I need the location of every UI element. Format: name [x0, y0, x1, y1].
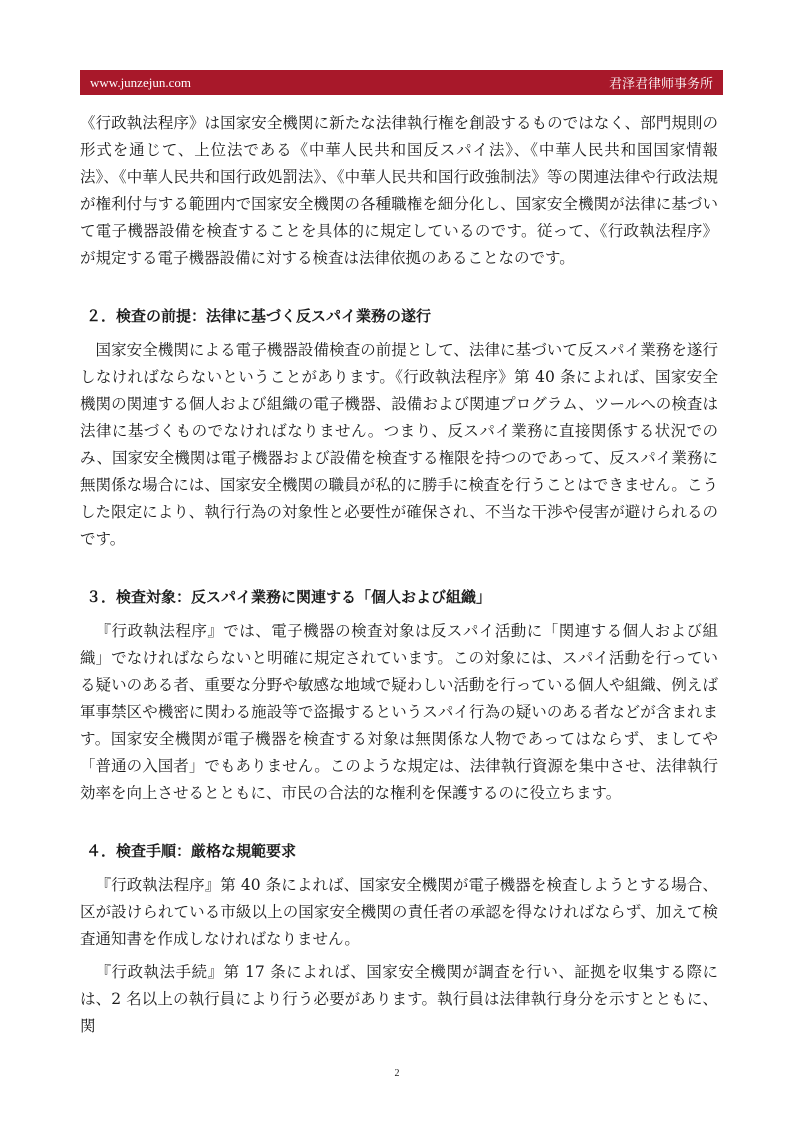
section-3-heading: ３．検査対象：反スパイ業務に関連する「個人および組織」: [86, 588, 492, 606]
page-number: 2: [394, 1068, 400, 1079]
header-firm-name: 君泽君律师事务所: [608, 77, 713, 92]
section-2-heading: ２．検査の前提：法律に基づく反スパイ業務の遂行: [86, 307, 432, 325]
document-body: [80, 110, 718, 1040]
section-2-paragraph: 国家安全機関による電子機器設備検査の前提として、法律に基づいて反スパイ業務を遂行しなければならないということがあります。《行政執法程序》第 40 条によれば、国家安全機関の関連する個人および組織の電子機器、設備および関連プログラム、ツールへの検査は法律に基づくものでなければなりません。つまり、反スパイ業務に直接関係する状況でのみ、国家安全機関は電子機器および設備を検査する権限を持つのであって、反スパイ業務に無関係な場合には、国家安全機関の職員が私的に勝手に検査を行うことはできません。こうした限定により、執行行為の対象性と必要性が確保され、不当な干渉や侵害が避けられるのです。: [80, 341, 718, 548]
header-bar: [80, 70, 723, 95]
section-4-paragraph-2: 『行政執法手続』第 17 条によれば、国家安全機関が調査を行い、証拠を収集する際には、2 名以上の執行員により行う必要があります。執行員は法律執行身分を示すとともに、関: [80, 963, 718, 1035]
header-url: www.junzejun.com: [90, 74, 191, 90]
section-4-heading: ４．検査手順：厳格な規範要求: [86, 842, 297, 860]
section-3-paragraph: 『行政執法程序』では、電子機器の検査対象は反スパイ活動に「関連する個人および組織」でなければならないと明確に規定されています。この対象には、スパイ活動を行っている疑いのある者、重要な分野や敏感な地域で疑わしい活動を行っている個人や組織、例えば軍事禁区や機密に関わる施設等で盗撮するというスパイ行為の疑いのある者などが含まれます。国家安全機関が電子機器を検査する対象は無関係な人物であってはならず、ましてや「普通の入国者」でもありません。このような規定は、法律執行資源を集中させ、法律執行効率を向上させるとともに、市民の合法的な権利を保護するのに役立ちます。: [80, 622, 718, 802]
section-4-paragraph-1: 『行政執法程序』第 40 条によれば、国家安全機関が電子機器を検査しようとする場合、区が設けられている市級以上の国家安全機関の責任者の承認を得なければならず、加えて検査通知書を作成しなければなりません。: [80, 876, 718, 948]
intro-paragraph: 《行政執法程序》は国家安全機関に新たな法律執行権を創設するものではなく、部門規則の形式を通じて、上位法である《中華人民共和国反スパイ法》、《中華人民共和国国家情報法》、《中華人民共和国行政処罰法》、《中華人民共和国行政強制法》等の関連法律や行政法規が権利付与する範囲内で国家安全機関の各種職権を細分化し、国家安全機関が法律に基づいて電子機器設備を検査することを具体的に規定しているのです。従って、《行政執法程序》が規定する電子機器設備に対する検査は法律依拠のあることなのです。: [80, 114, 718, 267]
